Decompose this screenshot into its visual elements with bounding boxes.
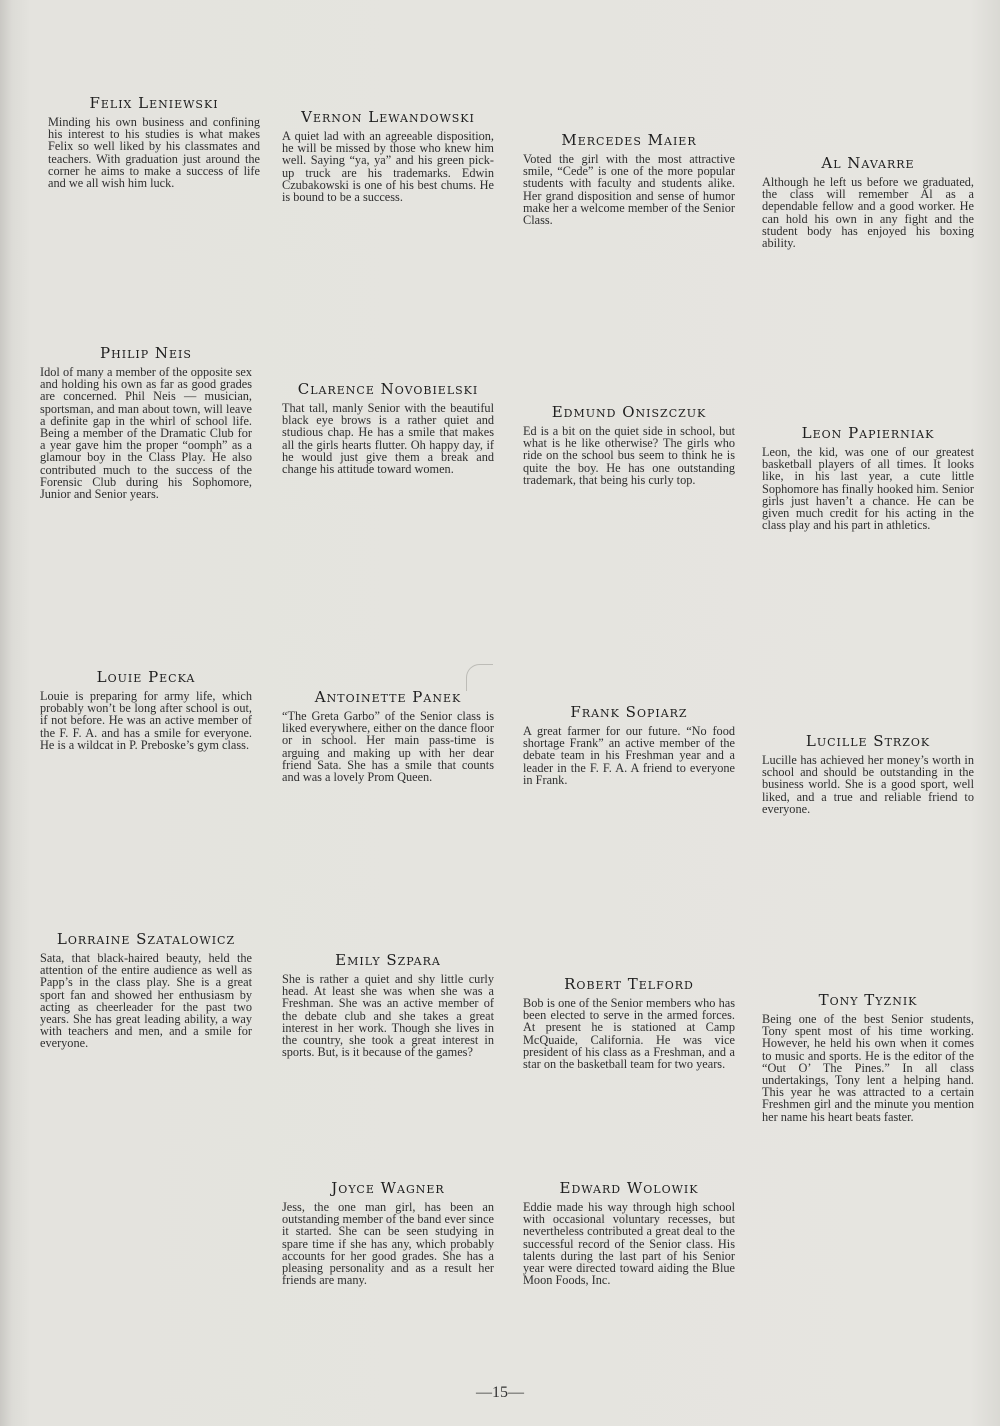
- student-bio: Leon, the kid, was one of our greatest basketball players of all times. It looks like, in his last year, a cute little Sophomore has finally hooked him. Senior girls just haven’t a chance. He can be given much credit for his acting in the class play and his part in athletics.: [762, 445, 974, 533]
- student-bio: Jess, the one man girl, has been an outstanding member of the band ever since it started. She can be seen studying in spare time if she has any, which probably accounts for her good grades. She has a pleasing personality and as a result her friends are many.: [282, 1200, 494, 1288]
- student-entry-philip-neis: [40, 344, 252, 500]
- student-name: Vernon Lewandowski: [301, 108, 475, 126]
- student-bio: A quiet lad with an agreeable disposition, he will be missed by those who knew him well. Saying “ya, ya” and his green pick-up truck are his trademarks. Edwin Czubakowski is one of his best chums. He is bound to be a success.: [282, 129, 494, 205]
- student-bio: Being one of the best Senior students, Tony spent most of his time working. However, he held his own when it comes to music and sports. He is the editor of the “Out O’ The Pines.” In all class undertakings, Tony lent a helping hand. This year he was attracted to a certain Freshmen girl and the minute you mention her name his heart beats faster.: [762, 1012, 974, 1124]
- student-name: Philip Neis: [100, 344, 192, 362]
- student-entry-lorraine-szatalowicz: [40, 930, 252, 1050]
- student-name: Louie Pecka: [96, 668, 196, 686]
- page-number: —15—: [476, 1384, 524, 1401]
- student-name: Leon Papierniak: [801, 424, 935, 442]
- student-entry-mercedes-maier: [523, 131, 735, 226]
- student-entry-vernon-lewandowski: [282, 108, 494, 203]
- student-entry-lucille-strzok: [762, 732, 974, 815]
- student-bio: Louie is preparing for army life, which probably won’t be long after school is out, if not before. He was an active member of the F. F. A. and has a smile for everyone. He is a wildcat in P. Preboske’s gym class.: [40, 689, 252, 752]
- student-name: Edward Wolowik: [559, 1179, 699, 1197]
- student-entry-al-navarre: [762, 154, 974, 249]
- student-entry-frank-sopiarz: [523, 703, 735, 786]
- student-entry-edmund-oniszczuk: [523, 403, 735, 486]
- student-bio: Sata, that black-haired beauty, held the attention of the entire audience as well as Papp’s in the class play. She is a great sport fan and showed her enthusiasm by acting as cheerleader for the past two years. She has great leading ability, a way with teachers and men, and a smile for everyone.: [40, 951, 252, 1051]
- student-name: Clarence Novobielski: [297, 380, 479, 398]
- student-bio: “The Greta Garbo” of the Senior class is liked everywhere, either on the dance floor or in school. Her main pass-time is arguing and making up with her dear friend Sata. She has a smile that counts and was a lovely Prom Queen.: [282, 709, 494, 785]
- student-name: Lucille Strzok: [805, 732, 931, 750]
- student-bio: That tall, manly Senior with the beautiful black eye brows is a rather quiet and studious chap. He has a smile that makes all the girls hearts flutter. Oh happy day, if he would just give them a break and change his attitude toward women.: [282, 401, 494, 477]
- student-entry-joyce-wagner: [282, 1179, 494, 1286]
- student-entry-felix-leniewski: [48, 94, 260, 189]
- student-name: Frank Sopiarz: [570, 703, 688, 721]
- student-entry-robert-telford: [523, 975, 735, 1070]
- student-name: Lorraine Szatalowicz: [56, 930, 236, 948]
- student-bio: Idol of many a member of the opposite sex and holding his own as far as good grades are concerned. Phil Neis — musician, sportsman, and man about town, will leave a definite gap in the whirl of school life. Being a member of the Dramatic Club for a year gave him the proper “oomph” as a glamour boy in the Class Play. He also contributed much to the success of the Forensic Club during his Sophomore, Junior and Senior years.: [40, 365, 252, 502]
- student-name: Al Navarre: [821, 154, 915, 172]
- student-name: Mercedes Maier: [561, 131, 697, 149]
- student-name: Felix Leniewski: [89, 94, 219, 112]
- student-bio: Although he left us before we graduated, the class will remember Al as a dependable fellow and a good worker. He can hold his own in any fight and the student body has enjoyed his boxing ability.: [762, 175, 974, 251]
- student-name: Tony Tyznik: [818, 991, 918, 1009]
- student-entry-edward-wolowik: [523, 1179, 735, 1286]
- student-bio: Minding his own business and confining his interest to his studies is what makes Felix so well liked by his classmates and teachers. With graduation just around the corner he aims to make a success of life and we all wish him luck.: [48, 115, 260, 191]
- student-bio: Bob is one of the Senior members who has been elected to serve in the armed forces. At present he is stationed at Camp McQuaide, California. He was vice president of his class as a Freshman, and a star on the basketball team for two years.: [523, 996, 735, 1072]
- student-bio: Voted the girl with the most attractive smile, “Cede” is one of the more popular students with faculty and students alike. Her grand disposition and sense of humor make her a welcome member of the Senior Class.: [523, 152, 735, 228]
- student-bio: Lucille has achieved her money’s worth in school and should be outstanding in the business world. She is a good sport, well liked, and a true and reliable friend to everyone.: [762, 753, 974, 816]
- student-entry-leon-papierniak: [762, 424, 974, 531]
- student-entry-antoinette-panek: [282, 688, 494, 783]
- student-name: Joyce Wagner: [331, 1179, 445, 1197]
- pencil-mark: [466, 664, 493, 691]
- student-name: Edmund Oniszczuk: [551, 403, 707, 421]
- student-name: Robert Telford: [564, 975, 694, 993]
- student-entry-clarence-novobielski: [282, 380, 494, 475]
- student-bio: Eddie made his way through high school with occasional voluntary recesses, but nevertheless contributed a great deal to the successful record of the Senior class. His talents during the last part of his Senior year were directed toward aiding the Blue Moon Foods, Inc.: [523, 1200, 735, 1288]
- student-bio: A great farmer for our future. “No food shortage Frank” an active member of the debate team in his Freshman year and a leader in the F. F. A. A friend to everyone in Frank.: [523, 724, 735, 787]
- student-bio: Ed is a bit on the quiet side in school, but what is he like otherwise? The girls who ride on the school bus seem to think he is quite the boy. He has one outstanding trademark, that being his curly top.: [523, 424, 735, 487]
- student-entry-louie-pecka: [40, 668, 252, 751]
- student-entry-emily-szpara: [282, 951, 494, 1058]
- student-name: Antoinette Panek: [314, 688, 462, 706]
- student-name: Emily Szpara: [335, 951, 441, 969]
- student-entry-tony-tyznik: [762, 991, 974, 1123]
- student-bio: She is rather a quiet and shy little curly head. At least she was when she was a Freshman. She was an active member of the debate club and she takes a great interest in her work. Though she lives in the country, she took a great interest in sports. But, is it because of the games?: [282, 972, 494, 1060]
